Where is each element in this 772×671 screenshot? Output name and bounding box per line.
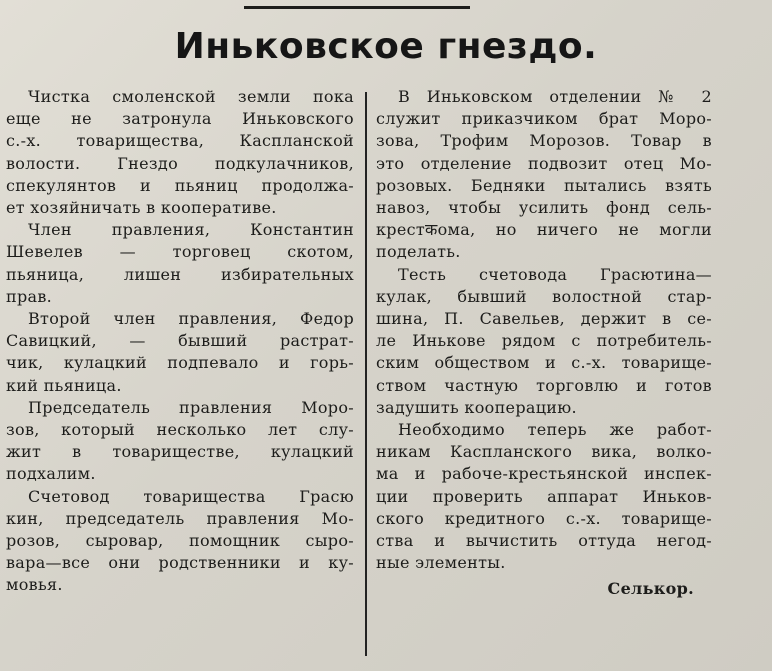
text-line: еще не затронула Иньковского: [6, 109, 354, 129]
text-line: жит в товариществе, кулацкий: [6, 442, 354, 462]
text-line: крестकома, но ничего не могли: [376, 220, 712, 240]
text-line: никам Каспланского вика, волко-: [376, 442, 712, 462]
author-signature: Селькор.: [607, 579, 694, 599]
text-line: кин, председатель правления Мо-: [6, 508, 354, 528]
text-line: розовых. Бедняки пытались взять: [376, 175, 712, 195]
text-line: Чистка смоленской земли пока: [28, 87, 354, 106]
text-line: кулак, бывший волостной стар-: [376, 286, 712, 306]
text-line: зов, который несколько лет слу-: [6, 420, 354, 440]
text-line: Второй член правления, Федор: [28, 309, 354, 329]
text-line: кий пьяница.: [6, 375, 122, 395]
top-rule: [244, 6, 470, 9]
text-line: розов, сыровар, помощник сыро-: [6, 531, 354, 551]
text-line: спекулянтов и пьяниц продолжа-: [6, 175, 354, 195]
text-line: В Иньковском отделении № 2: [398, 87, 712, 106]
text-line: пьяница, лишен избирательных: [6, 264, 354, 284]
text-line: Шевелев — торговец скотом,: [6, 242, 354, 262]
text-line: ского кредитного с.-х. товарище-: [376, 508, 712, 528]
text-line: ством частную торговлю и готов: [376, 375, 712, 395]
text-line: мовья.: [6, 575, 63, 595]
text-line: служит приказчиком брат Моро-: [376, 109, 712, 129]
text-line: Председатель правления Моро-: [28, 397, 354, 417]
text-line: ле Инькове рядом с потребитель-: [376, 331, 712, 351]
text-line: ции проверить аппарат Иньков-: [376, 486, 712, 506]
text-line: зова, Трофим Морозов. Товар в: [376, 131, 712, 151]
text-line: прав.: [6, 286, 53, 306]
text-line: задушить кооперацию.: [376, 397, 577, 417]
text-line: Савицкий, — бывший растрат-: [6, 331, 354, 351]
text-line: ет хозяйничать в кооперативе.: [6, 198, 277, 218]
text-line: это отделение подвозит отец Мо-: [376, 153, 712, 173]
text-line: Тесть счетовода Грасютина—: [398, 264, 712, 284]
text-line: навоз, чтобы усилить фонд сель-: [376, 198, 712, 218]
text-line: чик, кулацкий подпевало и горь-: [6, 353, 354, 373]
text-line: вара—все они родственники и ку-: [6, 553, 354, 573]
text-line: волости. Гнездо подкулачников,: [6, 153, 354, 173]
text-line: ма и рабоче-крестьянской инспек-: [376, 464, 712, 484]
article-headline: Иньковское гнездо.: [174, 26, 598, 67]
text-line: Необходимо теперь же работ-: [398, 420, 712, 440]
text-line: поделать.: [376, 242, 461, 262]
text-line: с.-х. товарищества, Каспланской: [6, 131, 354, 151]
right-column: [376, 86, 712, 601]
text-line: ским обществом и с.-х. товарище-: [376, 353, 712, 373]
text-line: ства и вычистить оттуда негод-: [376, 531, 712, 551]
text-line: ные элементы.: [376, 553, 506, 573]
text-line: шина, П. Савельев, держит в се-: [376, 309, 712, 329]
text-line: подхалим.: [6, 464, 96, 484]
left-column: [6, 86, 354, 597]
column-divider: [365, 92, 367, 656]
text-line: Счетовод товарищества Грасю: [28, 486, 354, 506]
text-line: Член правления, Константин: [28, 220, 354, 240]
